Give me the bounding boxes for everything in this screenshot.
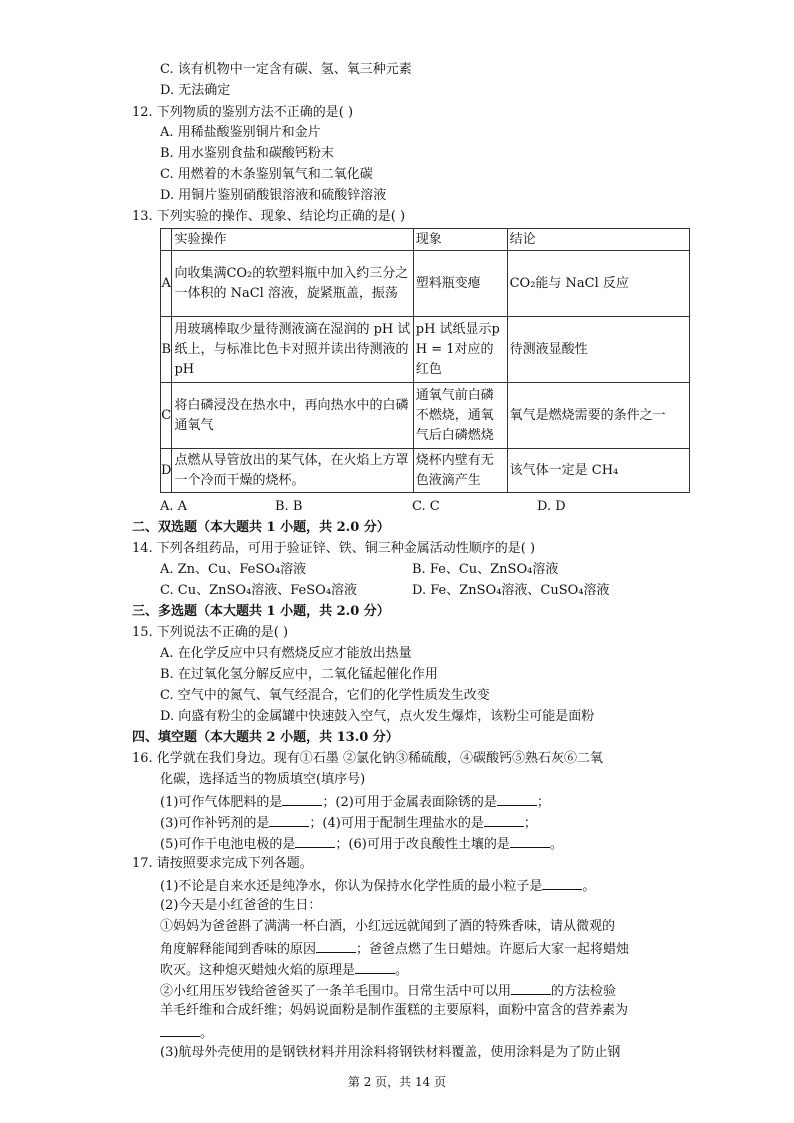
row-label: C [161, 383, 172, 449]
section-heading: 三、多选题（本大题共 1 小题，共 2.0 分） [132, 604, 390, 619]
answer-blank[interactable] [282, 791, 322, 806]
table-header-cell: 实验操作 [172, 229, 413, 251]
row-operation: 将白磷浸没在热水中，再向热水中的白磷通氧气 [172, 383, 413, 449]
answer-blank[interactable] [295, 833, 335, 848]
table-row [161, 449, 690, 493]
q13-option-c: C. C [412, 499, 440, 514]
q16-blanks-row [160, 833, 563, 853]
row-phenomenon: 通氧气前白磷不燃烧，通氧气后白磷燃烧 [413, 383, 507, 449]
row-conclusion: CO₂能与 NaCl 反应 [507, 251, 689, 317]
prompt-text: (1)可作气体肥料的是 [160, 795, 283, 810]
experiment-table [160, 228, 690, 493]
q17-part2: (2)今天是小红爸爸的生日： [160, 898, 322, 913]
row-label: B [161, 317, 172, 383]
answer-blank[interactable] [316, 938, 356, 953]
table-header-cell: 现象 [413, 229, 507, 251]
table-row [161, 383, 690, 449]
q17-part3: (3)航母外壳使用的是钢铁材料并用涂料将钢铁材料覆盖，使用涂料是为了防止钢 [160, 1045, 621, 1060]
table-header-row [161, 229, 690, 251]
q15-option-b: B. 在过氧化氢分解反应中，二氧化锰起催化作用 [160, 667, 438, 682]
answer-blank[interactable] [269, 812, 309, 827]
prompt-text: 吹灭。这种熄灭蜡烛火焰的原理是 [160, 963, 356, 978]
row-phenomenon: pH 试纸显示p H = 1对应的红色 [413, 317, 507, 383]
q17-part2-a: ①妈妈为爸爸斟了满满一杯白酒，小红远远就闻到了酒的特殊香味，请从微观的 [160, 919, 616, 934]
q12-option-a: A. 用稀盐酸鉴别铜片和金片 [160, 125, 321, 140]
q13-stem: 13. 下列实验的操作、现象、结论均正确的是( ) [132, 209, 406, 224]
table-row [161, 251, 690, 317]
answer-blank[interactable] [484, 812, 524, 827]
prompt-text: ； [536, 795, 550, 810]
prompt-text: 的方法检验 [551, 984, 617, 999]
q12-option-c: C. 用燃着的木条鉴别氧气和二氧化碳 [160, 167, 373, 182]
prompt-text: 。 [582, 879, 596, 894]
section-heading: 四、填空题（本大题共 2 小题，共 13.0 分） [132, 730, 399, 745]
answer-blank[interactable] [510, 833, 550, 848]
row-conclusion: 氧气是燃烧需要的条件之一 [507, 383, 689, 449]
q17-part1 [160, 875, 595, 895]
prompt-text: ②小红用压岁钱给爸爸买了一条羊毛围巾。日常生活中可以用 [160, 984, 512, 999]
row-label: D [161, 449, 172, 493]
q14-stem: 14. 下列各组药品，可用于验证锌、铁、铜三种金属活动性顺序的是( ) [132, 541, 536, 556]
row-label: A [161, 251, 172, 317]
page-footer: 第 2 页，共 14 页 [347, 1075, 447, 1089]
answer-blank[interactable] [511, 980, 551, 995]
q16-blanks-row [160, 812, 537, 832]
prompt-text: ；(6)可用于改良酸性土壤的是 [335, 837, 510, 852]
q17-part2-a-cont [160, 938, 629, 958]
q14-option-d: D. Fe、ZnSO₄溶液、CuSO₄溶液 [412, 583, 610, 598]
prompt-text: 。 [200, 1026, 214, 1041]
answer-blank[interactable] [355, 959, 395, 974]
q17-stem: 17. 请按照要求完成下列各题。 [132, 856, 313, 871]
prompt-text: 角度解释能闻到香味的原因 [160, 942, 317, 957]
table-row [161, 317, 690, 383]
q13-option-b: B. B [275, 499, 303, 514]
q12-stem: 12. 下列物质的鉴别方法不正确的是( ) [132, 105, 354, 120]
table-header-blank [161, 229, 172, 251]
table-header-cell: 结论 [507, 229, 689, 251]
prompt-text: 。 [395, 963, 409, 978]
q16-stem: 16. 化学就在我们身边。现有①石墨 ②氯化钠③稀硫酸，④碳酸钙⑤熟石灰⑥二氧 [132, 751, 603, 766]
prompt-text: ；(4)可用于配制生理盐水的是 [309, 816, 484, 831]
q14-option-a: A. Zn、Cu、FeSO₄溶液 [160, 562, 307, 577]
row-operation: 点燃从导管放出的某气体，在火焰上方罩一个冷而干燥的烧杯。 [172, 449, 413, 493]
q15-option-d: D. 向盛有粉尘的金属罐中快速鼓入空气，点火发生爆炸，该粉尘可能是面粉 [160, 709, 595, 724]
q17-part2-a-cont [160, 959, 408, 979]
q16-stem-cont: 化碳，选择适当的物质填空(填序号) [160, 772, 366, 787]
q14-option-c: C. Cu、ZnSO₄溶液、FeSO₄溶液 [160, 583, 358, 598]
answer-blank[interactable] [542, 875, 582, 890]
q14-option-b: B. Fe、Cu、ZnSO₄溶液 [412, 562, 559, 577]
prompt-text: (5)可作干电池电极的是 [160, 837, 296, 852]
q13-option-a: A. A [160, 499, 188, 514]
row-operation: 用玻璃棒取少量待测液滴在湿润的 pH 试纸上，与标准比色卡对照并读出待测液的 pH [172, 317, 413, 383]
q16-blanks-row [160, 791, 550, 811]
row-conclusion: 待测液显酸性 [507, 317, 689, 383]
answer-blank[interactable] [497, 791, 537, 806]
answer-blank[interactable] [160, 1022, 200, 1037]
q11-option-c: C. 该有机物中一定含有碳、氢、氧三种元素 [160, 62, 412, 77]
q15-option-a: A. 在化学反应中只有燃烧反应才能放出热量 [160, 646, 412, 661]
prompt-text: (1)不论是自来水还是纯净水，你认为保持水化学性质的最小粒子是 [160, 879, 543, 894]
row-phenomenon: 烧杯内壁有无色液滴产生 [413, 449, 507, 493]
q17-part2-b [160, 980, 616, 1000]
row-conclusion: 该气体一定是 CH₄ [507, 449, 689, 493]
prompt-text: 。 [549, 837, 563, 852]
q17-part2-b-cont: 羊毛纤维和合成纤维；妈妈说面粉是制作蛋糕的主要原料，面粉中富含的营养素为 [160, 1003, 629, 1018]
q12-option-d: D. 用铜片鉴别硝酸银溶液和硫酸锌溶液 [160, 188, 387, 203]
q17-part2-b-cont [160, 1022, 213, 1042]
prompt-text: ； [523, 816, 537, 831]
q15-stem: 15. 下列说法不正确的是( ) [132, 625, 289, 640]
section-heading: 二、双选题（本大题共 1 小题，共 2.0 分） [132, 520, 390, 535]
row-phenomenon: 塑料瓶变瘪 [413, 251, 507, 317]
prompt-text: ；(2)可用于金属表面除锈的是 [322, 795, 497, 810]
prompt-text: (3)可作补钙剂的是 [160, 816, 270, 831]
q13-option-d: D. D [537, 499, 566, 514]
q12-option-b: B. 用水鉴别食盐和碳酸钙粉末 [160, 146, 334, 161]
q11-option-d: D. 无法确定 [160, 83, 231, 98]
prompt-text: ；爸爸点燃了生日蜡烛。许愿后大家一起将蜡烛 [356, 942, 630, 957]
row-operation: 向收集满CO₂的软塑料瓶中加入约三分之一体积的 NaCl 溶液，旋紧瓶盖，振荡 [172, 251, 413, 317]
q15-option-c: C. 空气中的氮气、氧气经混合，它们的化学性质发生改变 [160, 688, 490, 703]
